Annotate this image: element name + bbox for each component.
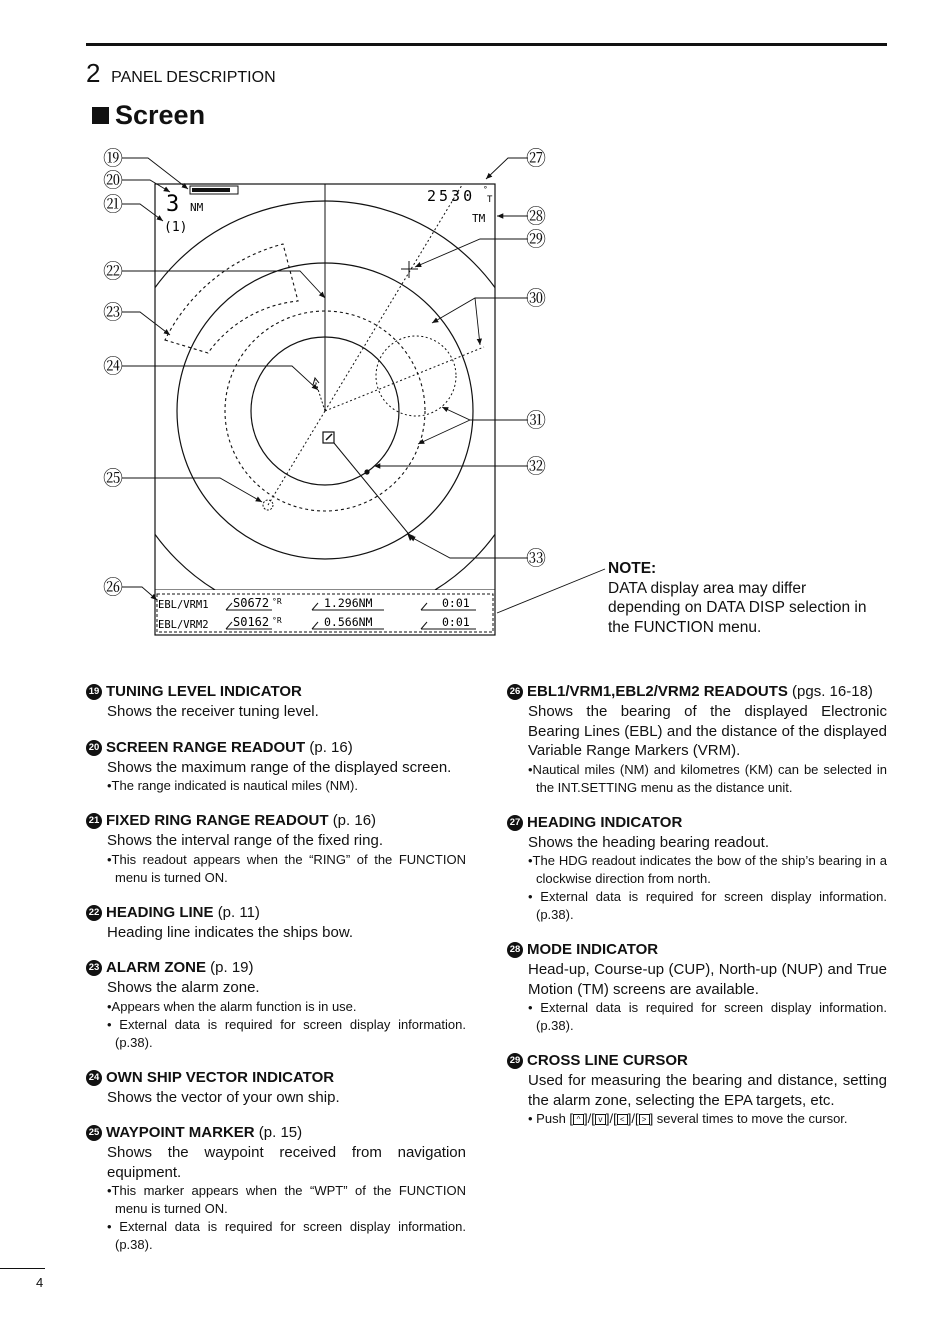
item-heading [86, 738, 466, 758]
item-description: Shows the waypoint received from navigation equipment. [107, 1144, 466, 1181]
ebl-line-1 [325, 347, 484, 411]
key-icon: < [617, 1114, 628, 1125]
callout-30: ㉚ [526, 286, 546, 310]
row1-distance: 1.296NM [324, 596, 373, 610]
item-title: WAYPOINT MARKER [106, 1124, 255, 1141]
number-badge-icon: 25 [86, 1125, 102, 1141]
item-description: Shows the bearing of the displayed Electronic Bearing Lines (EBL) and the distance of the displayed Variable Range Markers (VRM). [528, 703, 887, 759]
section-title-text: Screen [115, 100, 206, 130]
note-text: DATA display area may differ depending on DATA DISP selection in the FUNCTION menu. [608, 579, 867, 636]
number-badge-icon: 23 [86, 960, 102, 976]
callout-23: ㉓ [103, 300, 123, 324]
callout-21: ㉑ [103, 192, 123, 216]
push-keys-bullet: • Push [ ^ ]/[ v ]/[ < ]/[ > ] several times to move the cursor. [528, 1111, 848, 1126]
item-27 [507, 813, 887, 925]
callout-24: ㉔ [103, 354, 123, 378]
item-heading [86, 682, 466, 702]
ring-interval-readout: (1) [164, 220, 188, 235]
target-epa-circle [376, 336, 456, 416]
item-26 [507, 682, 887, 797]
note-box [608, 559, 868, 637]
cross-line-cursor-icon [401, 261, 418, 278]
callout-33: ㉝ [526, 546, 546, 570]
top-rule [86, 43, 887, 46]
svg-text:°: ° [483, 185, 488, 194]
item-heading [507, 1051, 887, 1071]
callout-29: ㉙ [526, 227, 546, 251]
left-column [86, 682, 466, 1270]
item-description: Shows the vector of your own ship. [107, 1088, 340, 1106]
number-badge-icon: 27 [507, 815, 523, 831]
heading-readout: 2530 [427, 187, 476, 205]
item-24 [86, 1068, 466, 1108]
item-title: CROSS LINE CURSOR [527, 1052, 688, 1069]
number-badge-icon: 24 [86, 1070, 102, 1086]
item-title: SCREEN RANGE READOUT [106, 738, 306, 756]
svg-text:°R: °R [272, 616, 282, 625]
right-column [507, 682, 887, 1144]
row2-bearing: S0162 [233, 615, 270, 629]
number-badge-icon: 20 [86, 740, 102, 756]
callout-25: ㉕ [103, 466, 123, 490]
item-28 [507, 940, 887, 1035]
svg-text:°R: °R [272, 597, 282, 606]
item-heading [507, 813, 887, 833]
number-badge-icon: 19 [86, 684, 102, 700]
item-page-ref: (p. 19) [210, 959, 254, 976]
row1-bearing: S0672 [233, 596, 270, 610]
key-icon: v [595, 1114, 606, 1125]
callout-19: ⑲ [103, 146, 123, 170]
range-unit: NM [190, 201, 204, 214]
chapter-number: 2 [86, 58, 101, 88]
item-20 [86, 738, 466, 796]
callout-20: ⑳ [103, 168, 123, 192]
item-page-ref: (p. 16) [309, 738, 353, 756]
item-bullet: • External data is required for screen display information. (p.38). [107, 1016, 466, 1050]
item-heading [507, 682, 887, 702]
chapter-title: PANEL DESCRIPTION [111, 69, 276, 86]
chapter-heading [86, 58, 276, 89]
item-23 [86, 958, 466, 1052]
number-badge-icon: 29 [507, 1053, 523, 1069]
item-bullet: •The HDG readout indicates the bow of the ship’s bearing in a clockwise direction from north. [528, 853, 887, 886]
section-title [92, 100, 205, 131]
item-bullet: •The range indicated is nautical miles (NM). [107, 778, 358, 793]
mode-indicator: TM [472, 212, 486, 225]
item-heading [86, 811, 466, 831]
item-bullet: •Appears when the alarm function is in use. [107, 998, 357, 1014]
item-22 [86, 903, 466, 943]
number-badge-icon: 21 [86, 813, 102, 829]
item-title: ALARM ZONE [106, 959, 206, 976]
item-title: HEADING INDICATOR [527, 813, 683, 831]
item-description: Used for measuring the bearing and distance, setting the alarm zone, selecting the EPA targets, etc. [528, 1072, 887, 1109]
row1-label: EBL/VRM1 [158, 599, 209, 611]
item-title: FIXED RING RANGE READOUT [106, 812, 329, 829]
svg-text:T: T [487, 195, 493, 205]
key-icon: ^ [573, 1114, 584, 1125]
row2-time: 0:01 [442, 615, 470, 629]
row1-time: 0:01 [442, 596, 470, 610]
callout-26: ㉖ [103, 575, 123, 599]
page-number: 4 [36, 1275, 44, 1290]
callout-28: ㉘ [526, 204, 546, 228]
item-bullet: • External data is required for screen display information. (p.38). [528, 889, 887, 922]
item-title: EBL1/VRM1,EBL2/VRM2 READOUTS [527, 683, 788, 700]
callout-22: ㉒ [103, 259, 123, 283]
callout-27: ㉗ [526, 146, 546, 170]
item-bullet: •Nautical miles (NM) and kilometres (KM) can be selected in the INT.SETTING menu as the distance unit. [528, 761, 887, 795]
item-bullet: •This marker appears when the “WPT” of the FUNCTION menu is turned ON. [107, 1183, 466, 1216]
item-description: Shows the interval range of the fixed ring. [107, 832, 383, 849]
item-heading [86, 1068, 466, 1088]
range-readout: 3 [166, 192, 180, 217]
item-heading [507, 940, 887, 960]
item-title: MODE INDICATOR [527, 941, 659, 958]
callout-32: ㉜ [526, 454, 546, 478]
item-description: Shows the maximum range of the displayed screen. [107, 758, 452, 776]
item-title: OWN SHIP VECTOR INDICATOR [106, 1068, 335, 1086]
item-heading [86, 958, 466, 978]
number-badge-icon: 26 [507, 684, 523, 700]
item-description: Shows the receiver tuning level. [107, 703, 319, 720]
callout-31: ㉛ [526, 408, 546, 432]
number-badge-icon: 22 [86, 905, 102, 921]
alarm-zone [165, 244, 298, 353]
item-page-ref: (p. 15) [258, 1124, 303, 1141]
note-heading: NOTE: [608, 560, 657, 577]
item-description: Shows the heading bearing readout. [528, 833, 770, 851]
row2-distance: 0.566NM [324, 615, 373, 629]
item-bullet: • External data is required for screen display information. (p.38). [528, 1000, 887, 1033]
ebl-line-2 [268, 411, 325, 505]
item-25 [86, 1123, 466, 1254]
item-description: Heading line indicates the ships bow. [107, 923, 353, 941]
item-page-ref: (p. 11) [217, 903, 260, 921]
key-icon: > [639, 1114, 650, 1125]
item-description: Head-up, Course-up (CUP), North-up (NUP) and True Motion (TM) screens are available. [528, 961, 887, 998]
item-description: Shows the alarm zone. [107, 979, 260, 996]
item-21 [86, 811, 466, 887]
item-heading [86, 903, 466, 923]
item-19 [86, 682, 466, 722]
item-29 [507, 1051, 887, 1128]
item-bullet: •This readout appears when the “RING” of the FUNCTION menu is turned ON. [107, 851, 466, 885]
item-page-ref: (pgs. 16-18) [792, 683, 873, 700]
item-page-ref: (p. 16) [332, 812, 377, 829]
page-rule [0, 1268, 45, 1269]
square-bullet-icon [92, 107, 109, 124]
number-badge-icon: 28 [507, 942, 523, 958]
item-heading [86, 1123, 466, 1143]
item-bullet: • External data is required for screen display information. (p.38). [107, 1219, 466, 1252]
item-title: HEADING LINE [106, 903, 214, 921]
item-title: TUNING LEVEL INDICATOR [106, 683, 302, 700]
row2-label: EBL/VRM2 [158, 619, 209, 631]
